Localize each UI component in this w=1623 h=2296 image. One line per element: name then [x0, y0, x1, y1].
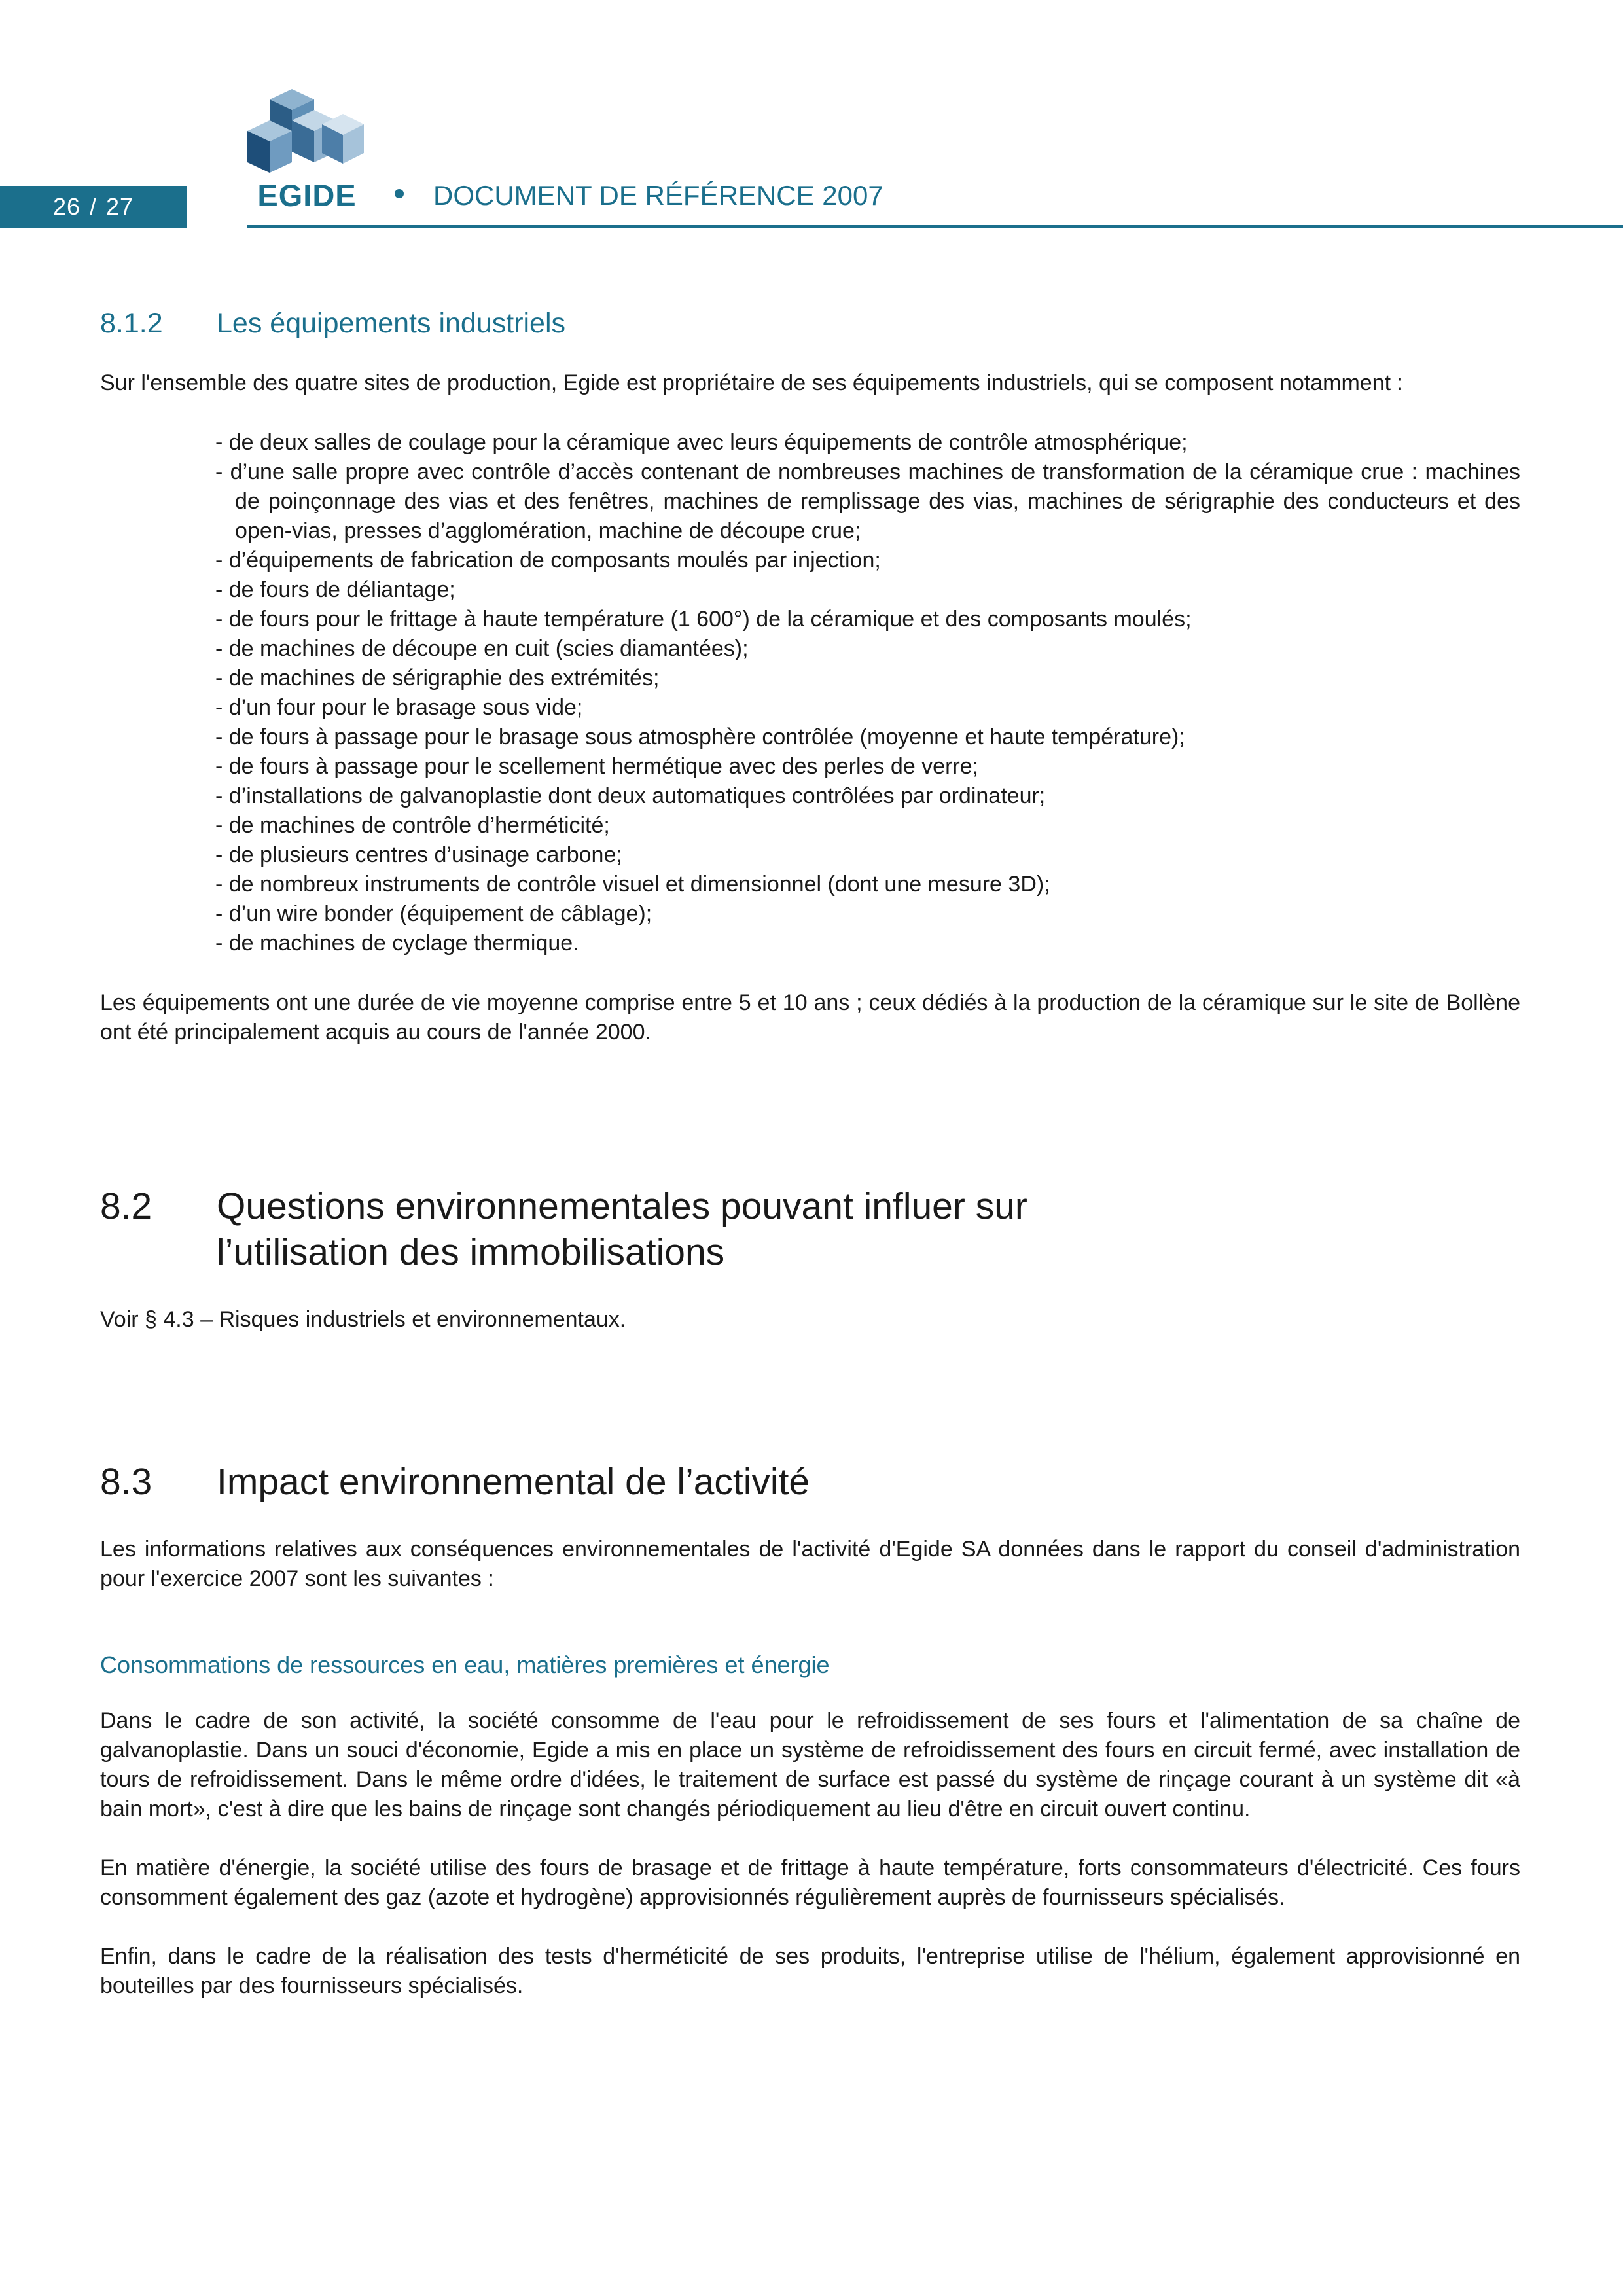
section-title-line: Questions environnementales pouvant influer sur — [217, 1185, 1027, 1227]
equipment-list — [215, 428, 1520, 958]
list-item: - d’un wire bonder (équipement de câblage); — [215, 901, 652, 926]
page-current: 26 — [52, 193, 80, 220]
list-item: - de machines de découpe en cuit (scies diamantées); — [215, 636, 749, 661]
section-number: 8.3 — [100, 1461, 152, 1503]
section-8-3-intro: Les informations relatives aux conséquences environnementales de l'activité d'Egide SA données dans le rapport du conseil d'administration pour l'exercice 2007 sont les suivantes : — [100, 1537, 1520, 1591]
egide-wordmark: EGIDE — [257, 178, 357, 213]
list-item: - de fours à passage pour le brasage sous atmosphère contrôlée (moyenne et haute température); — [215, 725, 1185, 749]
page-separator: / — [89, 193, 97, 220]
section-8-2-heading — [100, 1183, 1520, 1275]
equipment-intro: Sur l'ensemble des quatre sites de production, Egide est propriétaire de ses équipements industriels, qui se composent notamment : — [100, 370, 1403, 395]
energy-paragraph: En matière d'énergie, la société utilise des fours de brasage et de frittage à haute température, forts consommateurs d'électricité. Ces fours consomment également des gaz (azote et hydrogène) approvisionnés régulièrement auprès de fournisseurs spécialisés. — [100, 1856, 1520, 1910]
list-item: - de deux salles de coulage pour la céramique avec leurs équipements de contrôle atmosphérique; — [215, 430, 1188, 455]
page-number-badge — [0, 186, 187, 228]
list-item: - d’installations de galvanoplastie dont deux automatiques contrôlées par ordinateur; — [215, 783, 1046, 808]
header-bullet-icon — [395, 189, 404, 198]
section-number: 8.2 — [100, 1185, 152, 1227]
section-8-1-2-heading — [100, 308, 1520, 340]
resources-subheading: Consommations de ressources en eau, matières premières et énergie — [100, 1651, 830, 1678]
helium-paragraph: Enfin, dans le cadre de la réalisation des tests d'herméticité de ses produits, l'entreprise utilise de l'hélium, également approvisionné en bouteilles par des fournisseurs spécialisés. — [100, 1944, 1520, 1998]
list-item: - de fours de déliantage; — [215, 577, 455, 602]
list-item: - de machines de contrôle d’herméticité; — [215, 813, 610, 838]
list-item: - de fours à passage pour le scellement hermétique avec des perles de verre; — [215, 754, 979, 779]
section-8-3-heading — [100, 1459, 1520, 1505]
section-title: Les équipements industriels — [217, 308, 566, 339]
equipment-conclusion: Les équipements ont une durée de vie moyenne comprise entre 5 et 10 ans ; ceux dédiés à la production de la céramique sur le site de Bollène ont été principalement acquis au cours de l'année 2000. — [100, 990, 1520, 1045]
section-8-2-body: Voir § 4.3 – Risques industriels et environnementaux. — [100, 1307, 626, 1332]
list-item: - de fours pour le frittage à haute température (1 600°) de la céramique et des composants moulés; — [215, 607, 1192, 632]
page-total: 27 — [106, 193, 134, 220]
list-item: - de machines de cyclage thermique. — [215, 931, 579, 956]
page-content — [100, 308, 1520, 2001]
list-item: - de nombreux instruments de contrôle visuel et dimensionnel (dont une mesure 3D); — [215, 872, 1050, 897]
list-item: - de plusieurs centres d’usinage carbone; — [215, 842, 622, 867]
list-item: - de machines de sérigraphie des extrémités; — [215, 666, 660, 691]
section-title: Impact environnemental de l’activité — [217, 1461, 810, 1503]
section-number: 8.1.2 — [100, 308, 163, 339]
document-title: DOCUMENT DE RÉFÉRENCE 2007 — [433, 180, 883, 211]
list-item: - d’une salle propre avec contrôle d’accès contenant de nombreuses machines de transformation de la céramique crue : machines de poinçonnage des vias et des fenêtres, machines de remplissage des vias, machines de sérigraphie des conducteurs et des open-vias, presses d’agglomération, machine de découpe crue; — [215, 459, 1520, 543]
list-item: - d’un four pour le brasage sous vide; — [215, 695, 583, 720]
water-paragraph: Dans le cadre de son activité, la société consomme de l'eau pour le refroidissement de ses fours et l'alimentation de sa chaîne de galvanoplastie. Dans un souci d'économie, Egide a mis en place un système de refroidissement des fours en circuit fermé, avec installation de tours de refroidissement. Dans le même ordre d'idées, le traitement de surface est passé du système de rinçage courant à un système dit «à bain mort», c'est à dire que les bains de rinçage sont changés périodiquement au lieu d'être en circuit ouvert continu. — [100, 1708, 1520, 1821]
header-divider — [247, 225, 1623, 228]
list-item: - d’équipements de fabrication de composants moulés par injection; — [215, 548, 881, 573]
section-title — [217, 1183, 1027, 1275]
section-title-line: l’utilisation des immobilisations — [217, 1231, 725, 1273]
